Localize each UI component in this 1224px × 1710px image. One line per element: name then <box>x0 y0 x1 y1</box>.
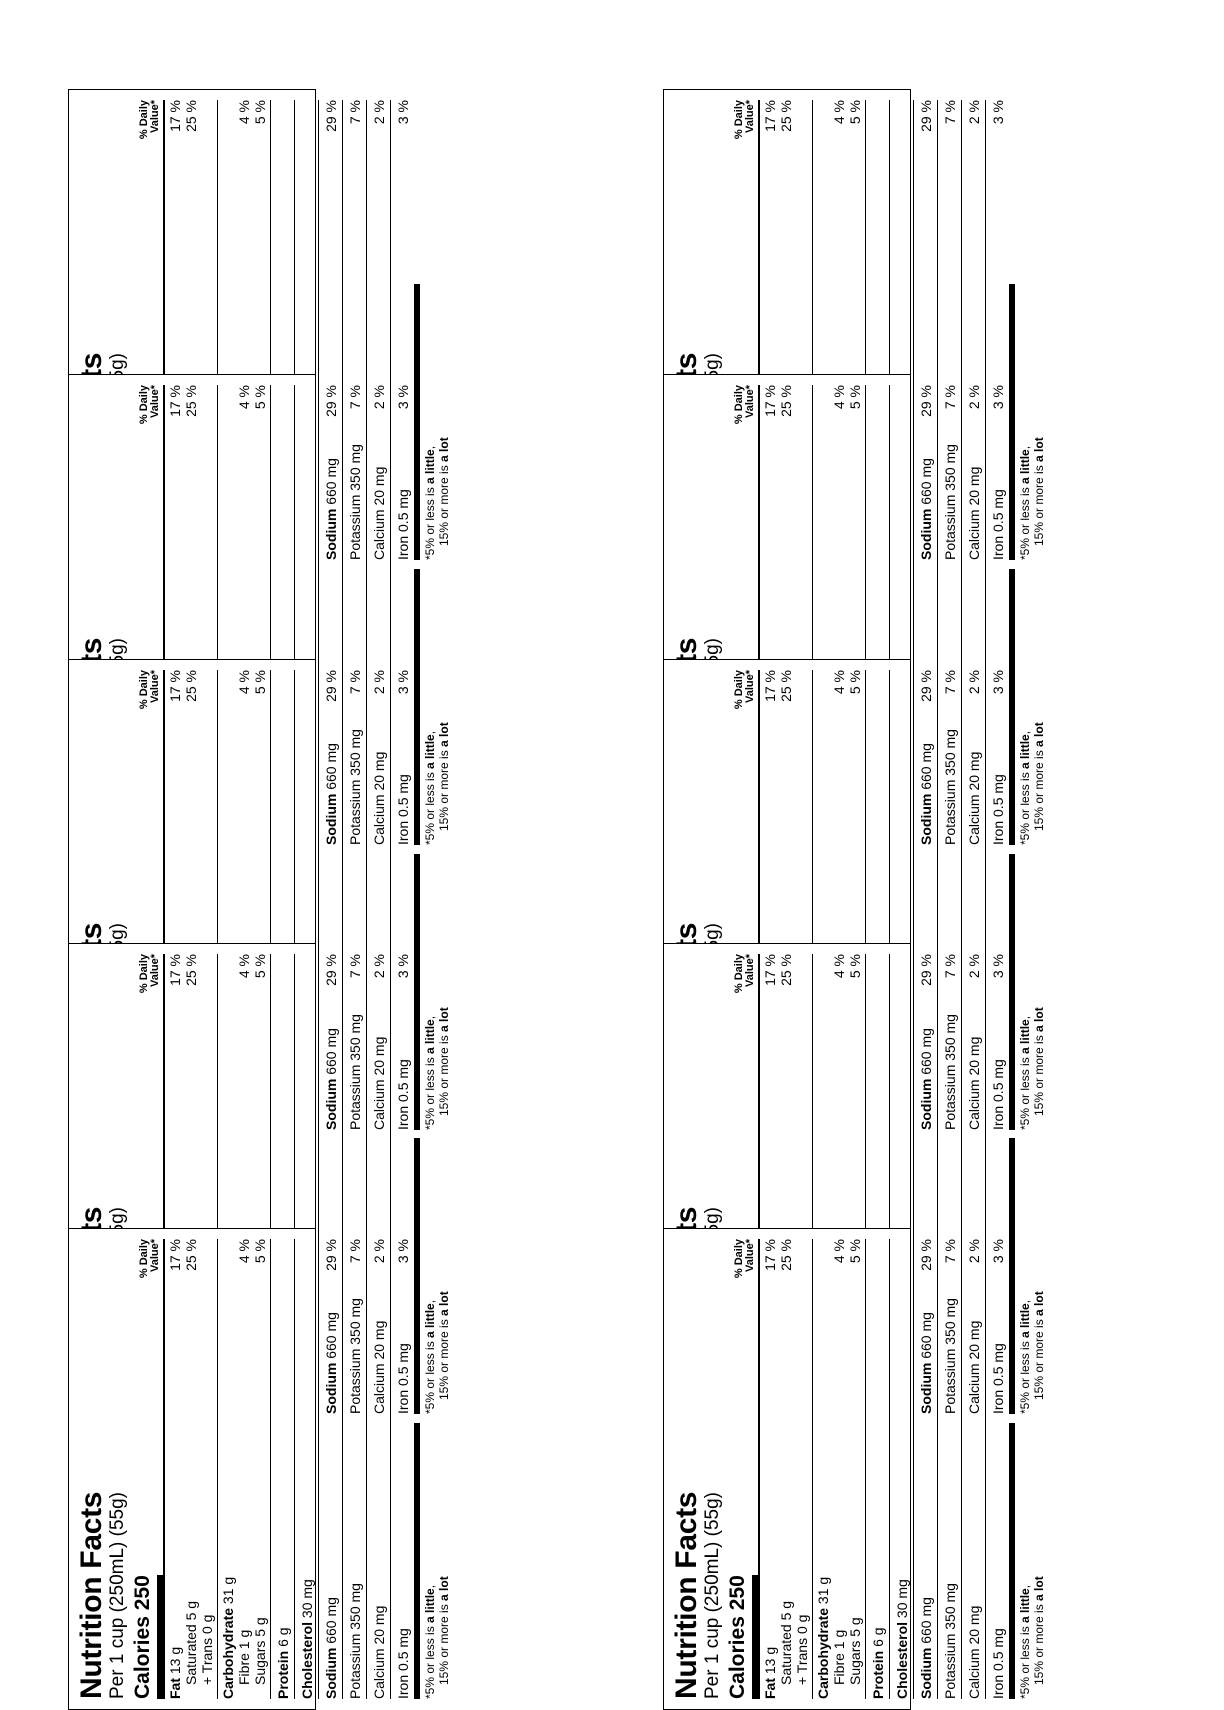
saturated-row <box>183 1239 199 1699</box>
iron: Iron 0.5 mg <box>395 1628 411 1699</box>
potassium: Potassium 350 mg <box>942 1014 958 1130</box>
calcium-dv: 2 % <box>966 100 982 125</box>
daily-value-header-line2: Value* <box>744 1239 756 1273</box>
fat-amount: 13 g <box>762 1646 778 1675</box>
calories: Calories 250 <box>131 1575 163 1699</box>
sugars: Sugars 5 g <box>847 1617 863 1685</box>
sugars-row <box>252 1239 268 1699</box>
fat-amount: 13 g <box>167 1646 183 1675</box>
sodium-amount: 660 mg <box>918 1028 934 1075</box>
protein-name: Protein <box>870 1650 886 1699</box>
footnote <box>414 284 451 560</box>
sodium-name: Sodium <box>918 1078 934 1130</box>
footnote-line1: *5% or less is a little, <box>1018 445 1032 560</box>
footnote-line2: 15% or more is a lot <box>1032 1291 1046 1400</box>
fat-dv: 17 % <box>167 670 183 702</box>
iron-dv: 3 % <box>395 1239 411 1264</box>
cholesterol-row <box>889 1239 913 1699</box>
footnote-line2: 15% or more is a lot <box>1032 722 1046 831</box>
sodium-name: Sodium <box>323 1647 339 1699</box>
footnote-line2: 15% or more is a lot <box>1032 437 1046 546</box>
trans-fat: + Trans 0 g <box>199 1614 215 1685</box>
iron: Iron 0.5 mg <box>395 1059 411 1130</box>
footnote-line2: 15% or more is a lot <box>437 1291 451 1400</box>
fibre-dv: 4 % <box>236 100 252 125</box>
iron-dv: 3 % <box>990 385 1006 410</box>
footnote-line1: *5% or less is a little, <box>423 445 437 560</box>
nutrition-facts-panel <box>68 1228 451 1710</box>
sugars-dv: 5 % <box>252 385 268 410</box>
footnote-line2: 15% or more is a lot <box>1032 1576 1046 1685</box>
fat-dv: 17 % <box>167 1239 183 1271</box>
sodium-amount: 660 mg <box>323 1312 339 1359</box>
potassium: Potassium 350 mg <box>347 1014 363 1130</box>
footnote <box>1009 854 1046 1130</box>
daily-value-header-line2: Value* <box>149 1239 161 1273</box>
sat-trans-dv: 25 % <box>778 670 794 702</box>
label-title: Nutrition Facts <box>75 1491 108 1699</box>
iron: Iron 0.5 mg <box>990 1059 1006 1130</box>
sugars-dv: 5 % <box>847 954 863 979</box>
sodium-dv: 29 % <box>323 385 339 417</box>
nutrition-label-5 <box>68 1228 451 1710</box>
sodium-row <box>913 1239 937 1699</box>
sat-trans-dv: 25 % <box>778 954 794 986</box>
daily-value-header-line2: Value* <box>744 385 756 419</box>
carb-amount: 31 g <box>815 1576 831 1605</box>
sugars-dv: 5 % <box>252 100 268 125</box>
saturated-fat: Saturated 5 g <box>778 1600 794 1685</box>
iron-dv: 3 % <box>990 670 1006 695</box>
calcium-dv: 2 % <box>371 385 387 410</box>
daily-value-header-line2: Value* <box>149 385 161 419</box>
iron: Iron 0.5 mg <box>395 774 411 845</box>
fibre-dv: 4 % <box>831 1239 847 1264</box>
calcium-dv: 2 % <box>371 670 387 695</box>
daily-value-header-line1: % Daily <box>138 670 150 710</box>
calories-row <box>726 1239 760 1699</box>
potassium: Potassium 350 mg <box>942 1583 958 1699</box>
iron-dv: 3 % <box>990 954 1006 979</box>
iron-dv: 3 % <box>395 670 411 695</box>
footnote <box>414 1423 451 1699</box>
daily-value-header <box>139 954 163 993</box>
footnote <box>1009 1423 1046 1699</box>
sat-trans-dv: 25 % <box>183 670 199 702</box>
carb-name: Carbohydrate <box>815 1607 831 1699</box>
iron-dv: 3 % <box>395 385 411 410</box>
trans-row <box>794 1239 810 1699</box>
daily-value-header <box>139 1239 163 1278</box>
protein-row <box>865 1239 889 1699</box>
sodium-dv: 29 % <box>918 100 934 132</box>
calcium-dv: 2 % <box>371 100 387 125</box>
sat-trans-dv: 25 % <box>778 1239 794 1271</box>
footnote <box>414 1138 451 1414</box>
calcium-dv: 2 % <box>371 954 387 979</box>
potassium: Potassium 350 mg <box>942 444 958 560</box>
fibre: Fibre 1 g <box>236 1629 252 1685</box>
footnote-line1: *5% or less is a little, <box>1018 1584 1032 1699</box>
fat-dv: 17 % <box>762 670 778 702</box>
fibre-dv: 4 % <box>831 100 847 125</box>
calcium-row <box>961 1239 985 1699</box>
potassium-dv: 7 % <box>942 670 958 695</box>
saturated-fat: Saturated 5 g <box>183 1600 199 1685</box>
calcium: Calcium 20 mg <box>371 1605 387 1699</box>
sodium-name: Sodium <box>918 793 934 845</box>
fibre-row <box>236 1239 252 1699</box>
serving-size: Per 1 cup (250mL) (55g) <box>107 1492 128 1699</box>
fat-dv: 17 % <box>167 954 183 986</box>
daily-value-header <box>734 385 758 424</box>
potassium-dv: 7 % <box>942 954 958 979</box>
potassium: Potassium 350 mg <box>347 1583 363 1699</box>
fat-dv: 17 % <box>762 1239 778 1271</box>
daily-value-header-line1: % Daily <box>733 100 745 140</box>
footnote <box>414 854 451 1130</box>
protein-row <box>270 1239 294 1699</box>
daily-value-header-line1: % Daily <box>138 100 150 140</box>
fibre-dv: 4 % <box>831 670 847 695</box>
daily-value-header-line1: % Daily <box>138 1239 150 1279</box>
sodium-dv: 29 % <box>918 954 934 986</box>
footnote <box>1009 284 1046 560</box>
potassium-dv: 7 % <box>347 670 363 695</box>
cholesterol-name: Cholesterol <box>894 1621 910 1699</box>
fibre-dv: 4 % <box>831 385 847 410</box>
cholesterol-amount: 30 mg <box>299 1579 315 1619</box>
potassium-dv: 7 % <box>347 385 363 410</box>
calcium: Calcium 20 mg <box>966 1036 982 1130</box>
calcium-dv: 2 % <box>966 1239 982 1264</box>
footnote-line1: *5% or less is a little, <box>423 730 437 845</box>
daily-value-header-line1: % Daily <box>138 385 150 425</box>
sugars: Sugars 5 g <box>252 1617 268 1685</box>
iron: Iron 0.5 mg <box>990 1628 1006 1699</box>
label-title: Nutrition Facts <box>670 1491 703 1699</box>
sodium-name: Sodium <box>918 1362 934 1414</box>
fat-name: Fat <box>167 1678 183 1699</box>
footnote-line2: 15% or more is a lot <box>437 722 451 831</box>
daily-value-header <box>734 1239 758 1278</box>
calcium-dv: 2 % <box>966 670 982 695</box>
sugars-dv: 5 % <box>847 1239 863 1264</box>
footnote-line1: *5% or less is a little, <box>1018 1299 1032 1414</box>
calcium: Calcium 20 mg <box>966 466 982 560</box>
sodium-amount: 660 mg <box>323 1028 339 1075</box>
calcium: Calcium 20 mg <box>966 751 982 845</box>
sat-trans-dv: 25 % <box>778 100 794 132</box>
calcium: Calcium 20 mg <box>966 1320 982 1414</box>
sodium-name: Sodium <box>323 508 339 560</box>
fat-row <box>762 1239 778 1699</box>
sodium-dv: 29 % <box>323 100 339 132</box>
daily-value-header <box>139 100 163 139</box>
calories: Calories 250 <box>726 1575 758 1699</box>
iron: Iron 0.5 mg <box>990 774 1006 845</box>
sat-trans-dv: 25 % <box>183 954 199 986</box>
daily-value-header-line1: % Daily <box>733 1239 745 1279</box>
sodium-amount: 660 mg <box>918 743 934 790</box>
sodium-name: Sodium <box>918 1647 934 1699</box>
iron: Iron 0.5 mg <box>395 1343 411 1414</box>
daily-value-header-line1: % Daily <box>733 385 745 425</box>
daily-value-header <box>734 954 758 993</box>
daily-value-header-line1: % Daily <box>733 954 745 994</box>
iron: Iron 0.5 mg <box>990 1343 1006 1414</box>
carbohydrate-row <box>220 1239 236 1699</box>
protein-amount: 6 g <box>870 1627 886 1647</box>
carb-amount: 31 g <box>220 1576 236 1605</box>
daily-value-header <box>139 385 163 424</box>
sodium-row <box>318 1239 342 1699</box>
footnote-line2: 15% or more is a lot <box>437 1576 451 1685</box>
sodium-amount: 660 mg <box>323 743 339 790</box>
sat-trans-dv: 25 % <box>778 385 794 417</box>
sodium-dv: 29 % <box>323 1239 339 1271</box>
fibre-dv: 4 % <box>831 954 847 979</box>
daily-value-header-line2: Value* <box>149 954 161 988</box>
sodium-name: Sodium <box>323 1362 339 1414</box>
calories-row <box>131 1239 165 1699</box>
fat-dv: 17 % <box>762 385 778 417</box>
sodium-amount: 660 mg <box>323 1597 339 1644</box>
sat-trans-dv: 25 % <box>183 1239 199 1271</box>
potassium-dv: 7 % <box>347 1239 363 1264</box>
sat-trans-dv: 25 % <box>183 100 199 132</box>
sugars-row <box>847 1239 863 1699</box>
potassium: Potassium 350 mg <box>347 1298 363 1414</box>
potassium-row <box>342 1239 366 1699</box>
potassium-dv: 7 % <box>942 100 958 125</box>
trans-row <box>199 1239 215 1699</box>
potassium-dv: 7 % <box>942 385 958 410</box>
trans-fat: + Trans 0 g <box>794 1614 810 1685</box>
sodium-dv: 29 % <box>323 954 339 986</box>
iron: Iron 0.5 mg <box>395 489 411 560</box>
iron-dv: 3 % <box>990 1239 1006 1264</box>
calcium-dv: 2 % <box>966 385 982 410</box>
footnote-line2: 15% or more is a lot <box>437 437 451 546</box>
daily-value-header <box>734 670 758 709</box>
fibre-row <box>831 1239 847 1699</box>
fibre-dv: 4 % <box>236 954 252 979</box>
sodium-dv: 29 % <box>323 670 339 702</box>
daily-value-header-line2: Value* <box>149 670 161 704</box>
carb-name: Carbohydrate <box>220 1607 236 1699</box>
footnote-line1: *5% or less is a little, <box>423 1584 437 1699</box>
sodium-amount: 660 mg <box>918 458 934 505</box>
sodium-amount: 660 mg <box>323 458 339 505</box>
footnote-line2: 15% or more is a lot <box>1032 1007 1046 1116</box>
iron: Iron 0.5 mg <box>990 489 1006 560</box>
protein-amount: 6 g <box>275 1627 291 1647</box>
protein-name: Protein <box>275 1650 291 1699</box>
fat-dv: 17 % <box>167 385 183 417</box>
fibre-dv: 4 % <box>236 1239 252 1264</box>
fat-dv: 17 % <box>762 954 778 986</box>
iron-dv: 3 % <box>395 100 411 125</box>
fat-block <box>165 1239 217 1699</box>
potassium-dv: 7 % <box>942 1239 958 1264</box>
fibre-dv: 4 % <box>236 670 252 695</box>
daily-value-header <box>139 670 163 709</box>
fibre: Fibre 1 g <box>831 1629 847 1685</box>
cholesterol-amount: 30 mg <box>894 1579 910 1619</box>
cholesterol-row <box>294 1239 318 1699</box>
sodium-dv: 29 % <box>918 1239 934 1271</box>
carbohydrate-row <box>815 1239 831 1699</box>
potassium: Potassium 350 mg <box>942 729 958 845</box>
nutrition-facts-panel <box>663 1228 1046 1710</box>
potassium: Potassium 350 mg <box>347 444 363 560</box>
fat-block <box>760 1239 812 1699</box>
footnote-line1: *5% or less is a little, <box>423 1299 437 1414</box>
sugars-dv: 5 % <box>847 385 863 410</box>
serving-size: Per 1 cup (250mL) (55g) <box>702 1492 723 1699</box>
sodium-amount: 660 mg <box>918 1597 934 1644</box>
footnote-line1: *5% or less is a little, <box>1018 730 1032 845</box>
sugars-dv: 5 % <box>252 670 268 695</box>
sodium-name: Sodium <box>918 508 934 560</box>
fat-row <box>167 1239 183 1699</box>
cholesterol-name: Cholesterol <box>299 1621 315 1699</box>
nutrition-label-10 <box>663 1228 1046 1710</box>
calcium: Calcium 20 mg <box>371 751 387 845</box>
daily-value-header <box>734 100 758 139</box>
iron-row <box>390 1239 414 1699</box>
sugars-dv: 5 % <box>847 100 863 125</box>
potassium: Potassium 350 mg <box>347 729 363 845</box>
sugars-dv: 5 % <box>252 1239 268 1264</box>
sodium-dv: 29 % <box>918 385 934 417</box>
daily-value-header-line2: Value* <box>149 100 161 134</box>
footnote <box>1009 1138 1046 1414</box>
carbohydrate-block <box>217 1239 270 1699</box>
sugars-dv: 5 % <box>252 954 268 979</box>
potassium-row <box>937 1239 961 1699</box>
footnote-line1: *5% or less is a little, <box>423 1015 437 1130</box>
daily-value-header-line2: Value* <box>744 954 756 988</box>
calcium: Calcium 20 mg <box>371 1036 387 1130</box>
fat-name: Fat <box>762 1678 778 1699</box>
footnote-line2: 15% or more is a lot <box>437 1007 451 1116</box>
sodium-name: Sodium <box>323 793 339 845</box>
footnote <box>414 569 451 845</box>
daily-value-header-line1: % Daily <box>138 954 150 994</box>
iron-dv: 3 % <box>395 954 411 979</box>
fat-dv: 17 % <box>167 100 183 132</box>
sugars-dv: 5 % <box>847 670 863 695</box>
saturated-row <box>778 1239 794 1699</box>
calcium: Calcium 20 mg <box>371 466 387 560</box>
footnote <box>1009 569 1046 845</box>
daily-value-header-line2: Value* <box>744 670 756 704</box>
calcium: Calcium 20 mg <box>371 1320 387 1414</box>
potassium-dv: 7 % <box>347 100 363 125</box>
sodium-name: Sodium <box>323 1078 339 1130</box>
iron-row <box>985 1239 1009 1699</box>
calcium-dv: 2 % <box>966 954 982 979</box>
sodium-amount: 660 mg <box>918 1312 934 1359</box>
calcium-row <box>366 1239 390 1699</box>
potassium: Potassium 350 mg <box>942 1298 958 1414</box>
potassium-dv: 7 % <box>347 954 363 979</box>
sat-trans-dv: 25 % <box>183 385 199 417</box>
fibre-dv: 4 % <box>236 385 252 410</box>
carbohydrate-block <box>812 1239 865 1699</box>
iron-dv: 3 % <box>990 100 1006 125</box>
fat-dv: 17 % <box>762 100 778 132</box>
calcium-dv: 2 % <box>371 1239 387 1264</box>
daily-value-header-line2: Value* <box>744 100 756 134</box>
sodium-dv: 29 % <box>918 670 934 702</box>
daily-value-header-line1: % Daily <box>733 670 745 710</box>
footnote-line1: *5% or less is a little, <box>1018 1015 1032 1130</box>
calcium: Calcium 20 mg <box>966 1605 982 1699</box>
